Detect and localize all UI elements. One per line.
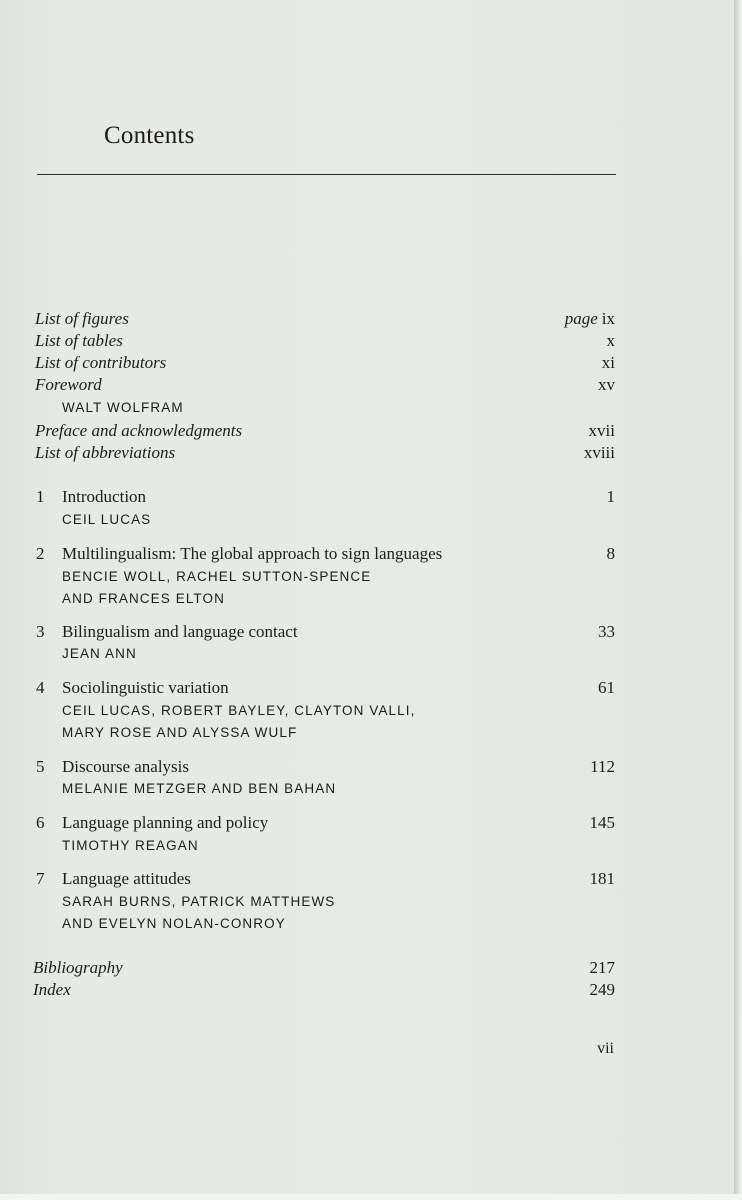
toc-entry-preface	[0, 420, 742, 442]
chapter-number: 7	[36, 869, 45, 888]
chapter-author: AND EVELYN NOLAN-CONROY	[62, 916, 286, 931]
chapter-number: 5	[36, 757, 45, 776]
entry-page: xviii	[583, 443, 615, 462]
toc-entry-list-of-tables	[0, 330, 742, 352]
chapter-author: SARAH BURNS, PATRICK MATTHEWS	[62, 894, 336, 909]
entry-label: List of contributors	[35, 353, 167, 372]
entry-page: 217	[589, 958, 615, 977]
chapter-page: 181	[589, 869, 615, 888]
chapter-title: Discourse analysis	[62, 757, 190, 776]
chapter-title: Sociolinguistic variation	[62, 678, 229, 697]
toc-chapter-3-author	[0, 643, 742, 665]
toc-entry-list-of-contributors	[0, 352, 742, 374]
chapter-page: 145	[589, 813, 615, 832]
page-word: page	[564, 309, 598, 328]
chapter-number: 3	[36, 622, 45, 641]
chapter-author: AND FRANCES ELTON	[62, 591, 225, 606]
chapter-author: MARY ROSE AND ALYSSA WULF	[62, 725, 298, 740]
toc-entry-list-of-figures	[0, 308, 742, 330]
toc-chapter-4-author	[0, 700, 742, 722]
page-folio: vii	[597, 1040, 614, 1057]
chapter-page: 1	[606, 487, 615, 506]
page-bottom-edge	[0, 1194, 742, 1200]
toc-chapter-2	[0, 543, 742, 565]
entry-page: xvii	[588, 421, 615, 440]
entry-page: xi	[601, 353, 615, 372]
toc-entry-list-of-abbreviations	[0, 442, 742, 464]
toc-chapter-6	[0, 812, 742, 834]
title-rule	[37, 174, 616, 175]
chapter-title: Language attitudes	[62, 869, 191, 888]
chapter-number: 2	[36, 544, 45, 563]
chapter-title: Multilingualism: The global approach to sign languages	[62, 544, 443, 563]
chapter-page: 8	[606, 544, 615, 563]
toc-chapter-6-author	[0, 835, 742, 857]
toc-chapter-4-author	[0, 722, 742, 744]
chapter-author: MELANIE METZGER AND BEN BAHAN	[62, 781, 337, 796]
toc-entry-bibliography	[0, 957, 742, 979]
entry-label: Preface and acknowledgments	[35, 421, 243, 440]
entry-label: List of tables	[35, 331, 123, 350]
toc-chapter-1	[0, 486, 742, 508]
toc-chapter-3	[0, 621, 742, 643]
entry-label: List of figures	[35, 309, 129, 328]
page-title: Contents	[104, 122, 195, 149]
entry-label: Index	[33, 980, 71, 999]
toc-chapter-2-author	[0, 588, 742, 610]
toc-chapter-2-author	[0, 566, 742, 588]
chapter-number: 4	[36, 678, 45, 697]
chapter-title: Language planning and policy	[62, 813, 269, 832]
entry-page: page ix	[564, 309, 615, 328]
toc-chapter-5-author	[0, 778, 742, 800]
toc-chapter-7	[0, 868, 742, 890]
chapter-author: CEIL LUCAS, ROBERT BAYLEY, CLAYTON VALLI,	[62, 703, 416, 718]
toc-chapter-7-author	[0, 891, 742, 913]
chapter-number: 1	[36, 487, 45, 506]
toc-chapter-7-author	[0, 913, 742, 935]
chapter-page: 61	[598, 678, 615, 697]
chapter-number: 6	[36, 813, 45, 832]
toc-chapter-5	[0, 756, 742, 778]
chapter-author: BENCIE WOLL, RACHEL SUTTON-SPENCE	[62, 569, 372, 584]
entry-label: Foreword	[35, 375, 102, 394]
toc-entry-foreword	[0, 374, 742, 396]
entry-label: List of abbreviations	[35, 443, 176, 462]
entry-page: xv	[598, 375, 615, 394]
chapter-page: 33	[598, 622, 615, 641]
chapter-author: TIMOTHY REAGAN	[62, 838, 199, 853]
toc-entry-index	[0, 979, 742, 1001]
toc-chapter-1-author	[0, 509, 742, 531]
chapter-author: JEAN ANN	[62, 646, 137, 661]
entry-page: x	[606, 331, 615, 350]
entry-label: Bibliography	[33, 958, 123, 977]
entry-author: WALT WOLFRAM	[62, 400, 184, 415]
toc-entry-foreword-author	[0, 397, 742, 419]
chapter-title: Bilingualism and language contact	[62, 622, 298, 641]
entry-page: 249	[589, 980, 615, 999]
chapter-author: CEIL LUCAS	[62, 512, 152, 527]
chapter-page: 112	[590, 757, 615, 776]
toc-chapter-4	[0, 677, 742, 699]
chapter-title: Introduction	[62, 487, 147, 506]
